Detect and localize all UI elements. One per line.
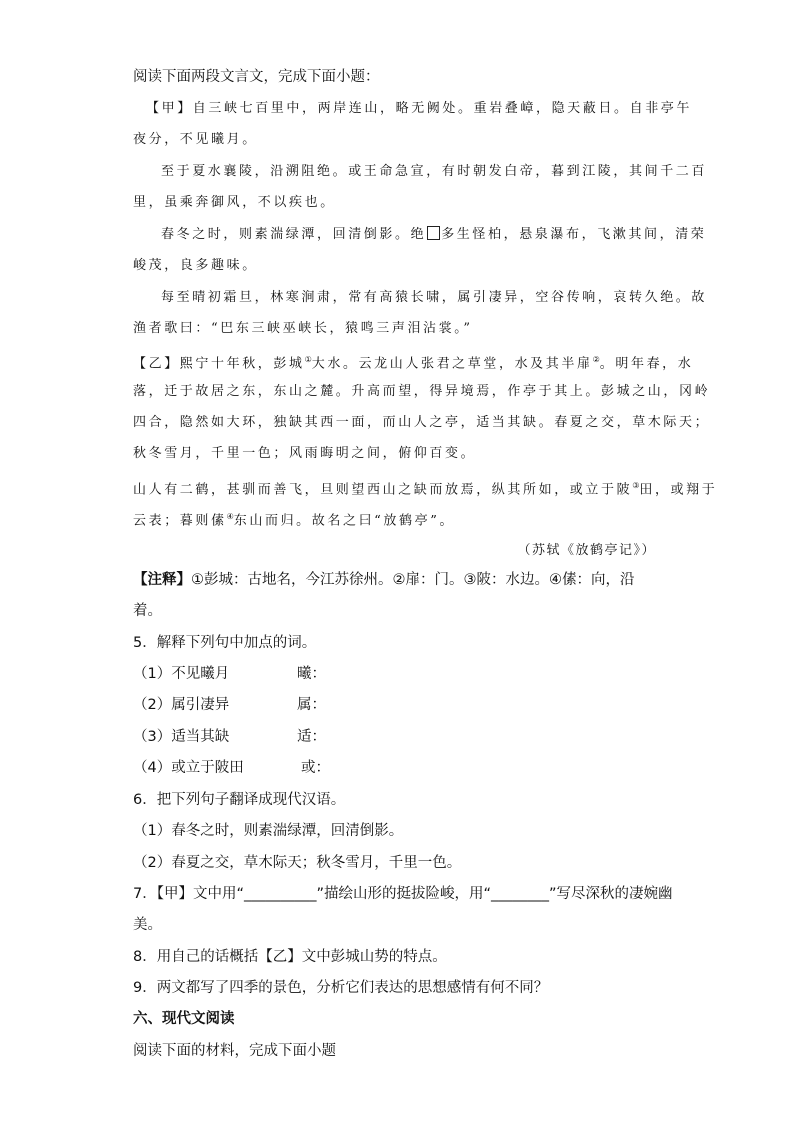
q5-item: [133, 758, 244, 778]
q5-item-number: （2）: [133, 697, 172, 713]
note-marker-1: ①: [304, 355, 312, 364]
section-intro: 阅读下面的材料，完成下面小题: [133, 1043, 336, 1059]
yi-line4: 秋冬雪月，千里一色；风雨晦明之间，俯仰百变。: [133, 446, 477, 461]
yi-line5-b: 田，或翔于: [639, 482, 718, 498]
note-marker-2: ②: [592, 355, 600, 364]
q5-item-text: 适当其缺: [171, 729, 230, 745]
q5-item-word: 属：: [297, 697, 326, 713]
q5-item-word: 或：: [301, 760, 330, 776]
jia-p4-line1: 每至晴初霜旦，林寒涧肃，常有高猿长啸，属引凄异，空谷传响，哀转久绝。故: [161, 290, 708, 305]
q5-item: [133, 727, 229, 747]
q5-item-word: 适：: [297, 729, 326, 745]
notes-line1: [133, 570, 635, 590]
q7-line2: 美。: [133, 917, 162, 933]
yi-line1-a: 【乙】熙宁十年秋，彭城: [133, 356, 305, 372]
yi-line6: [133, 507, 455, 531]
jia-p3-text-a: 春冬之时，则素湍绿潭，回清倒影。绝: [161, 227, 427, 242]
yi-line5-a: 山人有二鹤，甚驯而善飞，旦则望西山之缺而放焉，纵其所如，或立于陂: [133, 482, 633, 498]
notes-text: ①彭城：古地名，今江苏徐州。②扉：门。③陂：水边。④傃：向，沿: [191, 572, 635, 588]
jia-p4-line2: 渔者歌曰：“巴东三峡巫峡长，猿鸣三声泪沾裳。”: [133, 321, 473, 336]
q5-item-text: 或立于陂田: [171, 760, 244, 776]
notes-label: 【注释】: [133, 572, 191, 588]
jia-p1-line2: 夜分，不见曦月。: [133, 132, 258, 147]
q5-item-word: 曦：: [297, 666, 326, 682]
jia-p3-line2: 峻茂，良多趣味。: [133, 258, 258, 273]
q6-sentence-2: （2）春夏之交，草木际天；秋冬雪月，千里一色。: [133, 855, 462, 871]
q7-text-a: 7．【甲】文中用“: [133, 886, 244, 902]
q5-item: [133, 695, 229, 715]
q7-blank-1: __________: [244, 886, 317, 902]
q6-sentence-1: （1）春冬之时，则素湍绿潭，回清倒影。: [133, 823, 404, 839]
q9: 9．两文都写了四季的景色，分析它们表达的思想感情有何不同？: [133, 980, 549, 996]
missing-character-box: [427, 226, 440, 240]
section-heading: 六、现代文阅读: [133, 1011, 235, 1027]
yi-line1: [133, 350, 693, 374]
notes-line2: 着。: [133, 603, 162, 619]
q5-item-number: （3）: [133, 729, 172, 745]
note-marker-3: ③: [632, 481, 640, 490]
q5-title: 5．解释下列句中加点的词。: [133, 635, 317, 651]
q7-text-b: ”描绘山形的挺拔险峻，用“: [316, 886, 492, 902]
q7-blank-2: ________: [491, 886, 550, 902]
q7-line1: [133, 884, 673, 904]
jia-p3-text-b: 多生怪柏，悬泉瀑布，飞漱其间，清荣: [441, 227, 707, 242]
yi-line3: 四合，隐然如大环，独缺其西一面，而山人之亭，适当其缺。春夏之交，草木际天；: [133, 415, 711, 430]
yi-line5: [133, 476, 717, 500]
q5-item-number: （1）: [133, 666, 172, 682]
jia-p2-line1: 至于夏水襄陵，沿溯阻绝。或王命急宣，有时朝发白帝，暮到江陵，其间千二百: [161, 164, 708, 179]
jia-p3-line1: [161, 225, 706, 245]
q5-item-text: 不见曦月: [171, 666, 230, 682]
yi-line2: 落，迁于故居之东，东山之麓。升高而望，得异境焉，作亭于其上。彭城之山，冈岭: [133, 384, 711, 399]
q5-item-number: （4）: [133, 760, 172, 776]
yi-line1-c: 。明年春，水: [599, 356, 694, 372]
q8: 8．用自己的话概括【乙】文中彭城山势的特点。: [133, 949, 447, 965]
jia-p2-line2: 里，虽乘奔御风，不以疾也。: [133, 195, 336, 210]
jia-p1-line1: 【甲】自三峡七百里中，两岸连山，略无阙处。重岩叠嶂，隐天蔽日。自非亭午: [146, 101, 693, 116]
q7-text-c: ”写尽深秋的凄婉幽: [549, 886, 673, 902]
q5-item-text: 属引凄异: [171, 697, 230, 713]
q6-title: 6．把下列句子翻译成现代汉语。: [133, 792, 346, 808]
reading-intro: 阅读下面两段文言文，完成下面小题：: [133, 69, 380, 85]
yi-line6-b: 东山而归。故名之曰“放鹤亭”。: [233, 513, 456, 529]
q5-item: [133, 664, 229, 684]
source-citation: （苏轼《放鹤亭记》）: [517, 543, 656, 558]
yi-line6-a: 云表；暮则傃: [133, 513, 227, 529]
note-marker-4: ④: [226, 512, 234, 521]
yi-line1-b: 大水。云龙山人张君之草堂，水及其半扉: [311, 356, 593, 372]
